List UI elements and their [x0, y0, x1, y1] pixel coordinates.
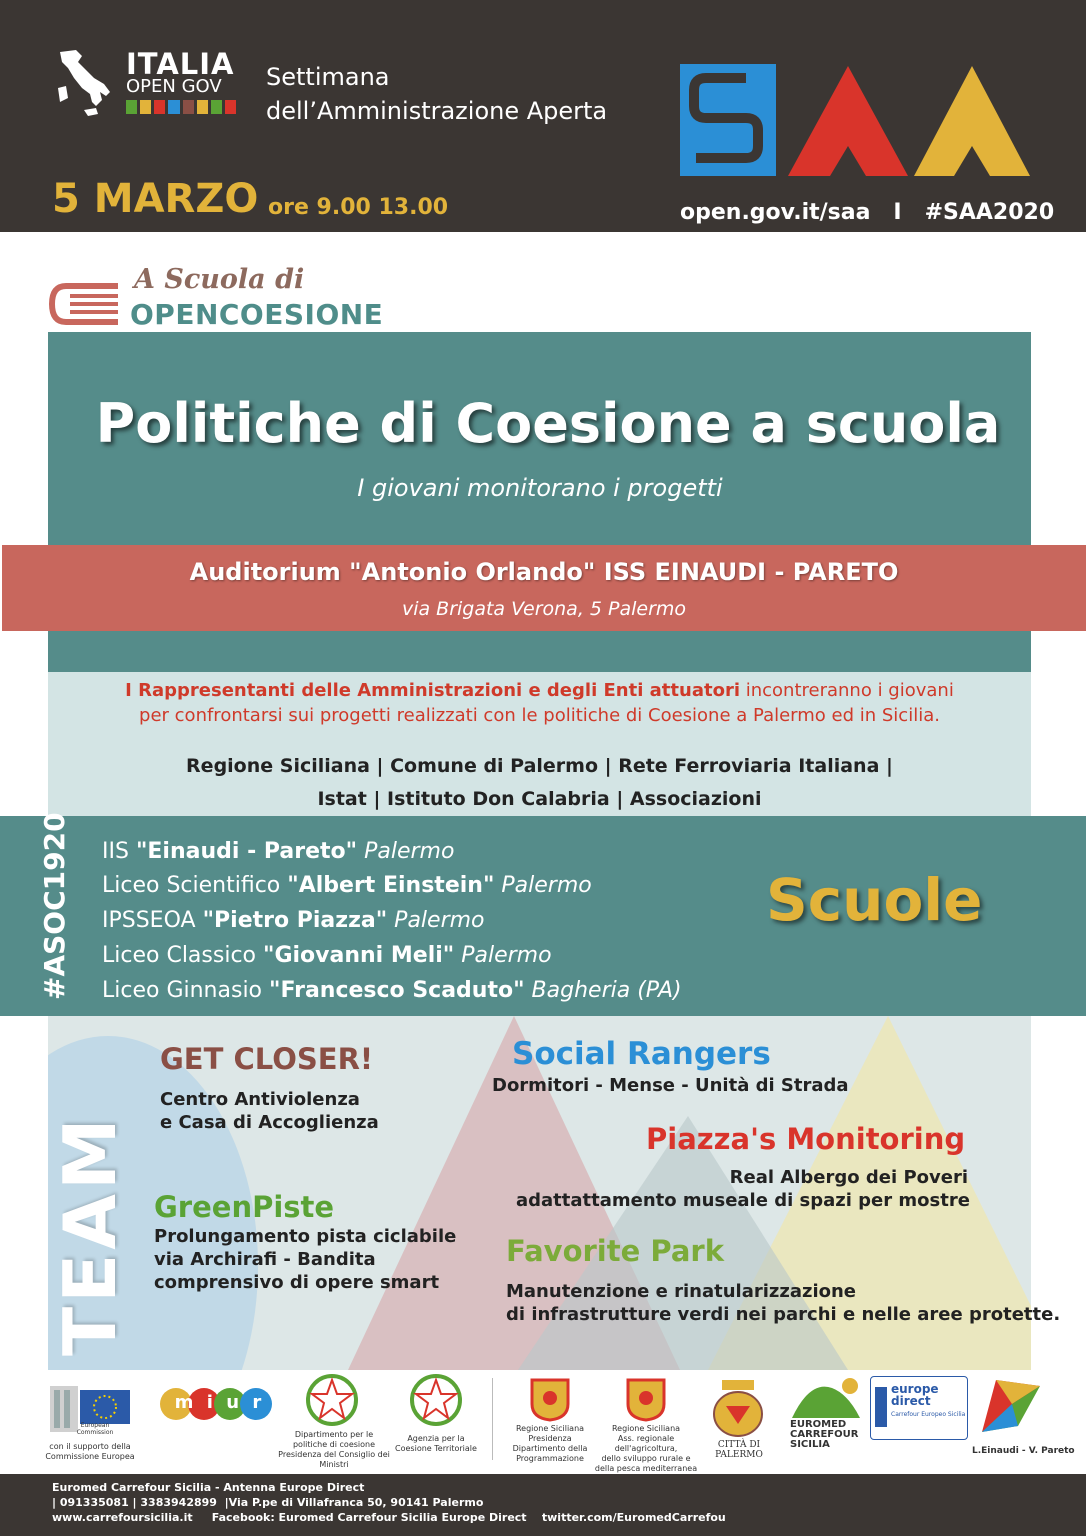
opengov-logo-text: OPEN GOV — [126, 76, 222, 97]
logo-divider — [492, 1378, 493, 1460]
project-desc-get-closer: Centro Antiviolenza e Casa di Accoglienza — [160, 1089, 379, 1133]
italian-emblem-icon — [410, 1374, 462, 1428]
project-title-piazzas-monitoring: Piazza's Monitoring — [646, 1122, 966, 1156]
venue-address: via Brigata Verona, 5 Palermo — [401, 598, 687, 620]
eu-support-caption: con il supporto della Commissione Europea — [45, 1442, 135, 1461]
school-item: Liceo Ginnasio "Francesco Scaduto" Bagheria (PA) — [102, 978, 682, 1003]
miur-letters: m i u r — [174, 1392, 262, 1413]
school-item: Liceo Classico "Giovanni Meli" Palermo — [102, 943, 552, 968]
project-desc-greenpiste: Prolungamento pista ciclabile via Archirafi - Bandita comprensivo di opere smart — [154, 1226, 457, 1293]
footer-line3[interactable]: www.carrefoursicilia.it Facebook: Euromed Carrefour Sicilia Europe Direct twitter.com/EuromedCarrefou — [52, 1511, 726, 1524]
asoc-logo-line1: A Scuola di — [134, 264, 305, 295]
intro-text — [48, 678, 1031, 728]
school-item: IPSSEOA "Pietro Piazza" Palermo — [102, 908, 485, 933]
venue-name: Auditorium "Antonio Orlando" ISS EINAUDI - PARETO — [189, 558, 899, 586]
europe-direct-i-icon — [875, 1387, 887, 1427]
palermo-caption: CITTÀ DI PALERMO — [715, 1440, 763, 1460]
asoc-logo-line2: OPENCOESIONE — [130, 298, 384, 331]
asoc-hashtag: #ASOC1920 — [38, 812, 71, 1000]
italy-map-icon — [52, 48, 114, 124]
settimana-line2: dell’Amministrazione Aperta — [266, 97, 608, 125]
entities-line1: Regione Siciliana | Comune di Palermo | Rete Ferroviaria Italiana | — [186, 755, 893, 777]
regione-siciliana-agricoltura-caption: Regione Siciliana Ass. regionale dell'agricoltura, dello sviluppo rurale e della pesca mediterranea — [594, 1424, 698, 1473]
school-item: IIS "Einaudi - Pareto" Palermo — [102, 839, 455, 864]
agenzia-coesione-caption: Agenzia per la Coesione Territoriale — [395, 1434, 477, 1453]
euromed-logo-text: EUROMED CARREFOUR SICILIA — [790, 1419, 859, 1450]
intro-bold: I Rappresentanti delle Amministrazioni e degli Enti attuatori — [125, 680, 740, 701]
intro-line2: per confrontarsi sui progetti realizzati con le politiche di Coesione a Palermo ed in Sicilia. — [139, 705, 940, 726]
footer-line1: Euromed Carrefour Sicilia - Antenna Europe Direct — [52, 1481, 365, 1494]
saa-url[interactable]: open.gov.it/saa I #SAA2020 — [680, 200, 1055, 225]
subtitle: I giovani monitorano i progetti — [357, 474, 723, 502]
main-title: Politiche di Coesione a scuola — [95, 392, 1001, 455]
credit-text: L.Einaudi - V. Pareto — [972, 1446, 1075, 1456]
footer-contacts — [52, 1480, 726, 1525]
trinacria-shield-icon — [626, 1378, 666, 1422]
einaudi-pareto-logo — [978, 1376, 1044, 1434]
palermo-crest-icon — [708, 1380, 768, 1438]
settimana-line1: Settimana — [266, 63, 390, 91]
entities-line2: Istat | Istituto Don Calabria | Associazioni — [317, 788, 762, 810]
schools-heading: Scuole — [766, 866, 983, 934]
event-hours: ore 9.00 13.00 — [268, 195, 449, 220]
eu-commission-caption: European Commission — [76, 1422, 114, 1436]
project-title-favorite-park: Favorite Park — [506, 1234, 725, 1268]
settimana-title — [266, 60, 607, 128]
project-title-get-closer: GET CLOSER! — [160, 1042, 374, 1076]
dip-coesione-caption: Dipartimento per le politiche di coesione Presidenza del Consiglio dei Ministri — [278, 1430, 390, 1469]
saa-logo — [676, 60, 1032, 180]
project-desc-piazzas-monitoring: Real Albergo dei Poveri adattattamento museale di spazi per mostre — [516, 1167, 970, 1211]
project-desc-favorite-park: Manutenzione e rinatularizzazione di infrastrutture verdi nei parchi e nelle aree protette. — [506, 1281, 1061, 1325]
opengov-color-bars — [126, 100, 236, 114]
italia-logo-text: ITALIA — [126, 47, 235, 81]
event-date: 5 MARZO — [52, 176, 259, 222]
team-label: TEAM — [48, 1114, 132, 1356]
europe-direct-logo — [870, 1376, 968, 1440]
italian-emblem-icon — [306, 1374, 358, 1428]
trinacria-shield-icon — [530, 1378, 570, 1422]
europe-direct-text: europe direct — [891, 1382, 939, 1408]
project-title-social-rangers: Social Rangers — [512, 1036, 771, 1072]
regione-siciliana-presidenza-caption: Regione Siciliana Presidenza Dipartimento della Programmazione — [512, 1424, 588, 1463]
footer-line2: | 091335081 | 3383942899 |Via P.pe di Villafranca 50, 90141 Palermo — [52, 1496, 484, 1509]
euromed-hills-icon — [792, 1376, 860, 1420]
opencoesione-book-icon — [48, 282, 120, 326]
project-title-greenpiste: GreenPiste — [154, 1190, 335, 1224]
project-desc-social-rangers: Dormitori - Mense - Unità di Strada — [492, 1075, 849, 1096]
school-item: Liceo Scientifico "Albert Einstein" Palermo — [102, 873, 592, 898]
entities-list — [48, 750, 1031, 816]
europe-direct-subtext: Carrefour Europeo Sicilia — [891, 1411, 966, 1418]
intro-rest: incontreranno i giovani — [740, 680, 954, 701]
